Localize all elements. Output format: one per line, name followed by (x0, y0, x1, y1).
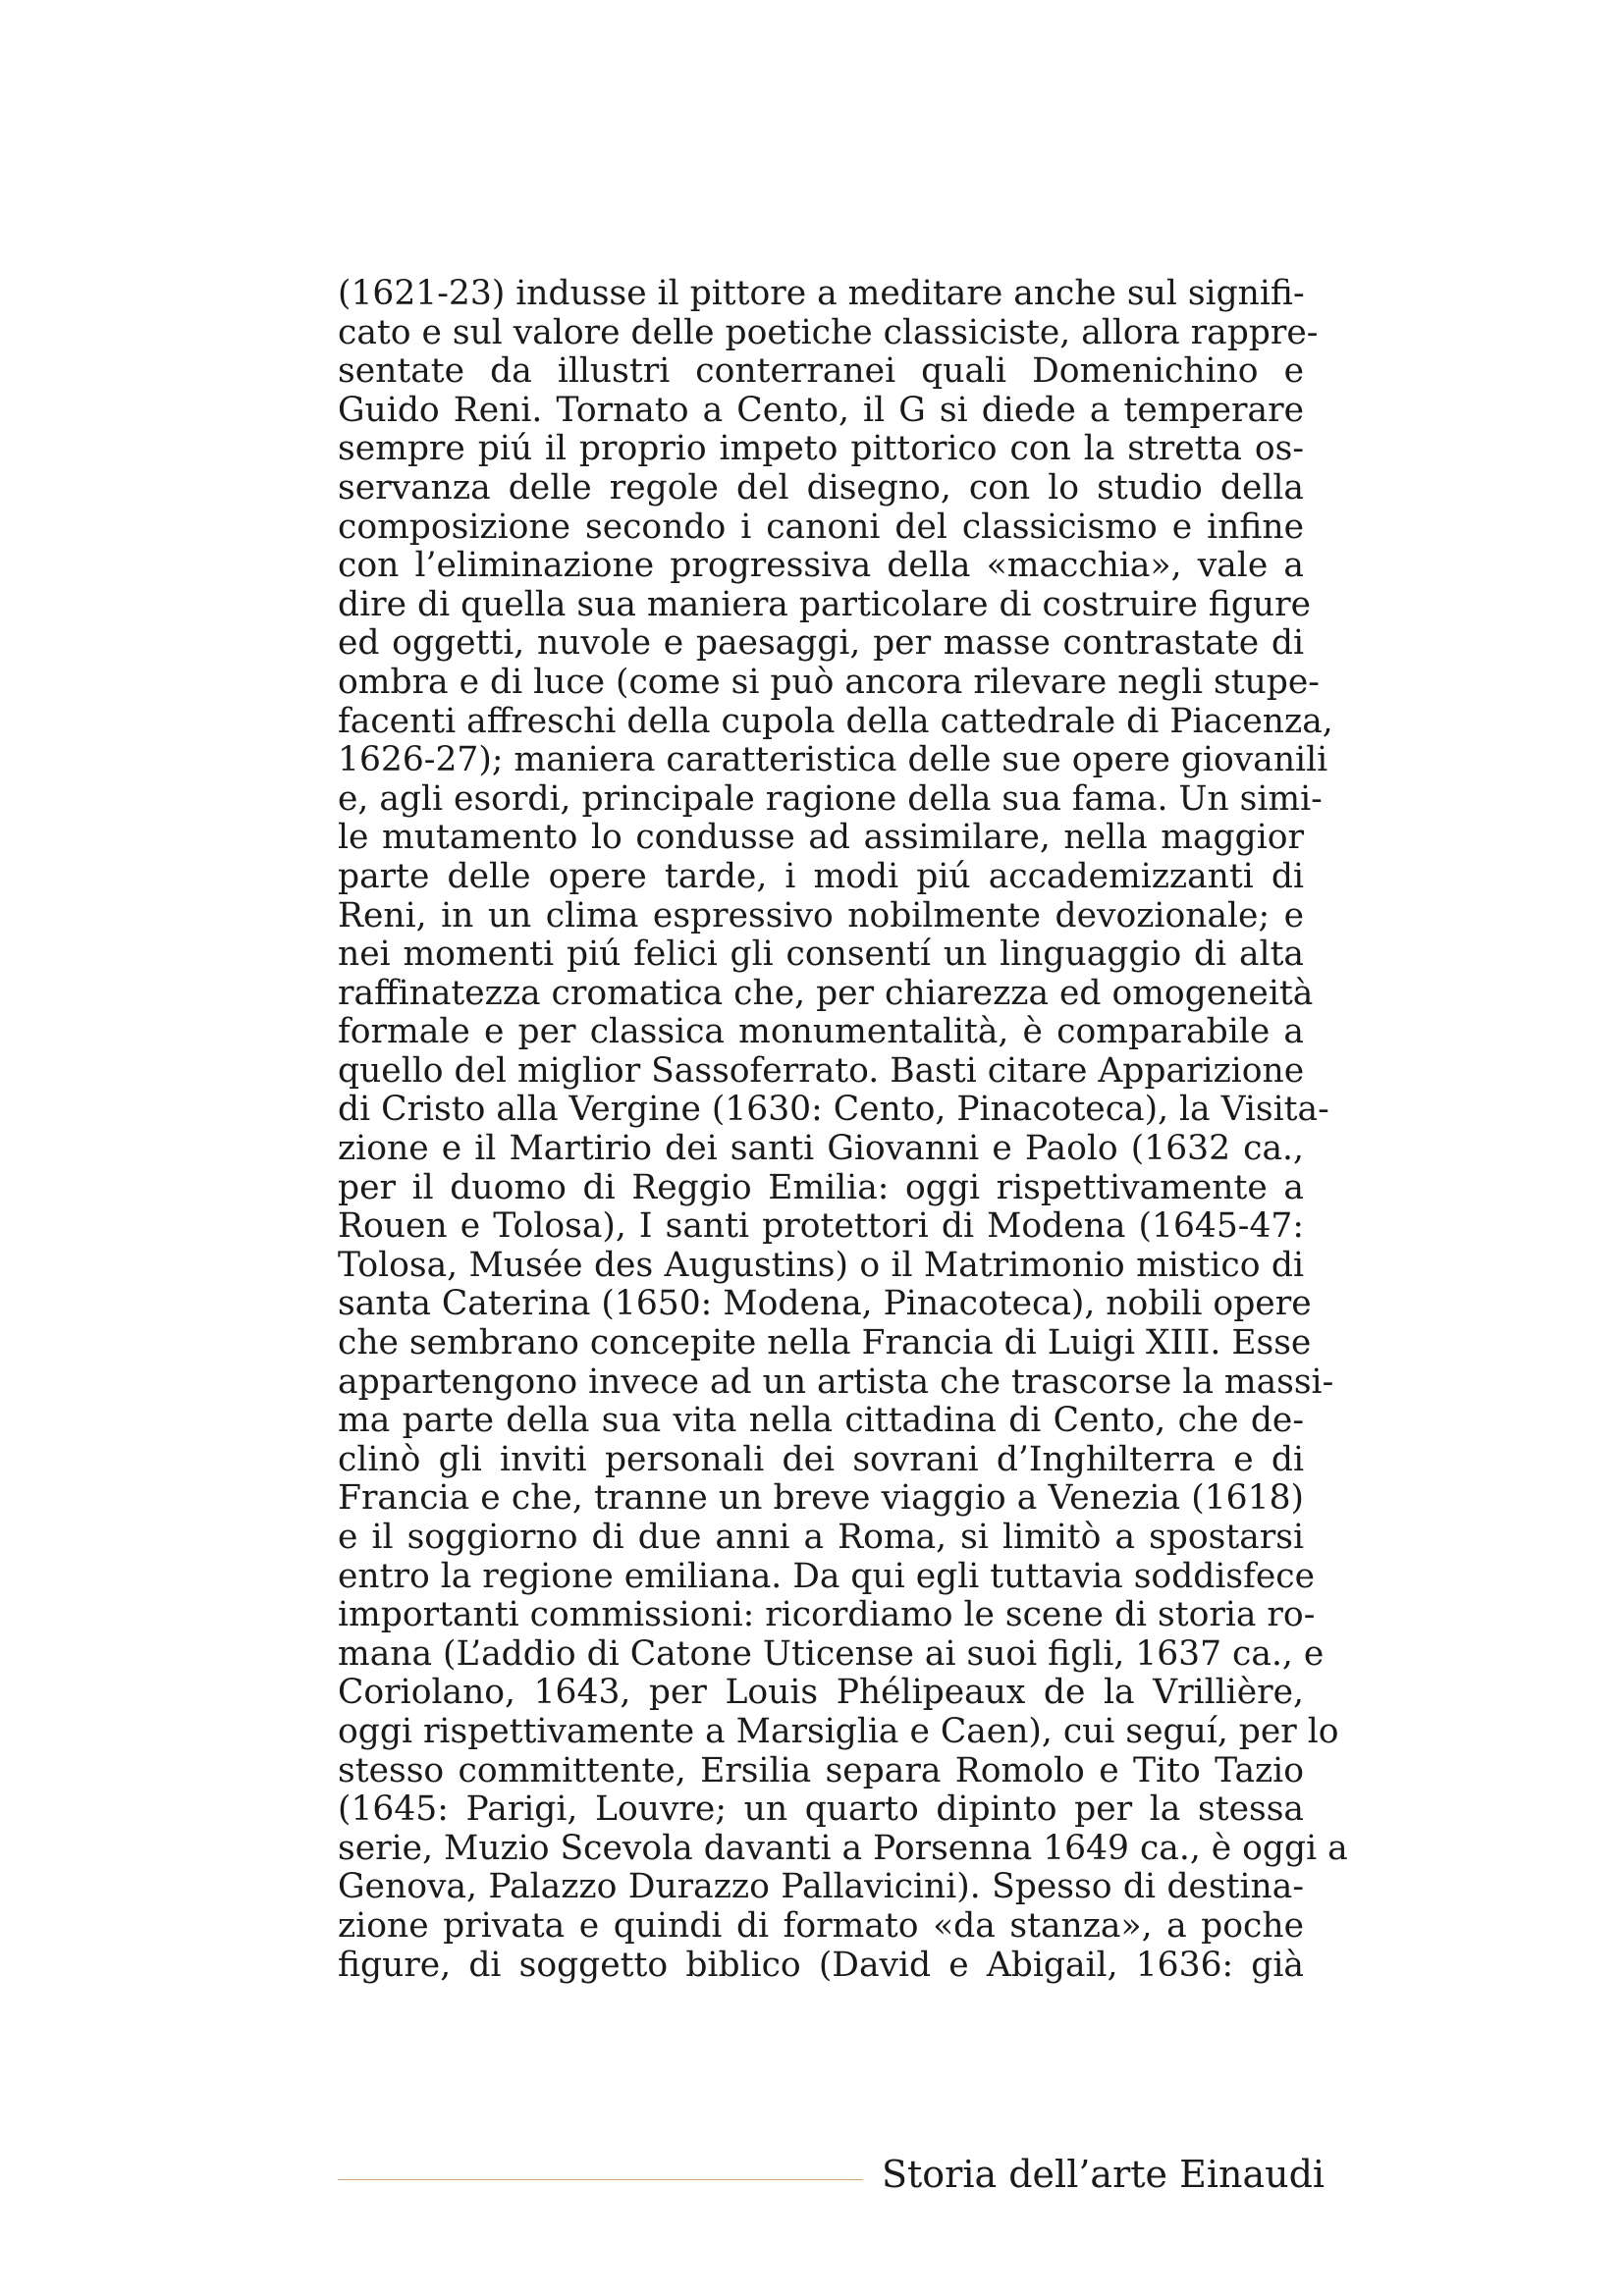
text-line: Genova, Palazzo Durazzo Pallavicini). Spesso di destina- (338, 1867, 1304, 1907)
text-line: 1626-27); maniera caratteristica delle sue opere giovanili (338, 740, 1328, 780)
text-line: mana (L’addio di Catone Uticense ai suoi figli, 1637 ca., e (338, 1633, 1325, 1674)
text-line: stesso committente, Ersilia separa Romolo e Tito Tazio (338, 1750, 1304, 1790)
text-line: serie, Muzio Scevola davanti a Porsenna 1649 ca., è oggi a (338, 1828, 1348, 1868)
text-line: cato e sul valore delle poetiche classiciste, allora rappre- (338, 312, 1319, 352)
text-line: di Cristo alla Vergine (1630: Cento, Pinacoteca), la Visita- (338, 1090, 1329, 1130)
text-line: e, agli esordi, principale ragione della sua fama. Un simi- (338, 778, 1323, 819)
text-line: per il duomo di Reggio Emilia: oggi rispettivamente a (338, 1167, 1304, 1207)
text-line: servanza delle regole del disegno, con lo studio della (338, 467, 1304, 507)
text-line: Rouen e Tolosa), I santi protettori di Modena (1645-47: (338, 1206, 1304, 1247)
text-line: Coriolano, 1643, per Louis Phélipeaux de la Vrillière, (338, 1673, 1304, 1713)
text-line: (1621-23) indusse il pittore a meditare anche sul signifi- (338, 274, 1305, 313)
text-line: figure, di soggetto biblico (David e Abigail, 1636: già (338, 1945, 1304, 1985)
text-line: e il soggiorno di due anni a Roma, si limitò a spostarsi (338, 1518, 1304, 1557)
text-line: oggi rispettivamente a Marsiglia e Caen), cui seguí, per lo (338, 1711, 1339, 1751)
footer-rule (338, 2179, 863, 2180)
text-line: raffinatezza cromatica che, per chiarezza ed omogeneità (338, 973, 1314, 1013)
text-line: con l’eliminazione progressiva della «macchia», vale a (338, 546, 1304, 586)
text-line: ed oggetti, nuvole e paesaggi, per masse contrastate di (338, 623, 1304, 664)
text-line: sempre piú il proprio impeto pittorico con la stretta os- (338, 429, 1304, 469)
text-line: ombra e di luce (come si può ancora rilevare negli stupe- (338, 662, 1320, 702)
text-line: zione privata e quindi di formato «da stanza», a poche (338, 1905, 1304, 1946)
text-line: ma parte della sua vita nella cittadina di Cento, che de- (338, 1401, 1304, 1441)
text-line: formale e per classica monumentalità, è comparabile a (338, 1012, 1304, 1052)
text-line: zione e il Martirio dei santi Giovanni e Paolo (1632 ca., (338, 1129, 1304, 1169)
text-line: Reni, in un clima espressivo nobilmente devozionale; e (338, 895, 1304, 935)
text-line: nei momenti piú felici gli consentí un linguaggio di alta (338, 934, 1304, 975)
footer-title: Storia dell’arte Einaudi (882, 2153, 1325, 2196)
text-line: Guido Reni. Tornato a Cento, il G si diede a temperare (338, 390, 1304, 430)
text-line: (1645: Parigi, Louvre; un quarto dipinto per la stessa (338, 1789, 1304, 1830)
text-line: quello del miglior Sassoferrato. Basti citare Apparizione (338, 1050, 1305, 1091)
text-line: composizione secondo i canoni del classicismo e infine (338, 507, 1304, 547)
text-line: appartengono invece ad un artista che trascorse la massi- (338, 1362, 1334, 1402)
text-line: santa Caterina (1650: Modena, Pinacoteca), nobili opere (338, 1284, 1312, 1324)
text-line: sentate da illustri conterranei quali Domenichino e (338, 351, 1304, 392)
text-line: Francia e che, tranne un breve viaggio a Venezia (1618) (338, 1478, 1304, 1519)
text-line: facenti affreschi della cupola della cattedrale di Piacenza, (338, 701, 1333, 741)
text-line: che sembrano concepite nella Francia di Luigi XIII. Esse (338, 1323, 1312, 1363)
text-line: entro la regione emiliana. Da qui egli tuttavia soddisfece (338, 1556, 1316, 1596)
text-line: importanti commissioni: ricordiamo le scene di storia ro- (338, 1595, 1316, 1635)
text-line: parte delle opere tarde, i modi piú accademizzanti di (338, 856, 1304, 896)
text-line: clinò gli inviti personali dei sovrani d’Inghilterra e di (338, 1439, 1304, 1479)
text-line: Tolosa, Musée des Augustins) o il Matrimonio mistico di (338, 1245, 1304, 1285)
text-line: le mutamento lo condusse ad assimilare, nella maggior (338, 818, 1304, 858)
body-text (338, 274, 1348, 1985)
text-line: dire di quella sua maniera particolare di costruire figure (338, 584, 1312, 624)
